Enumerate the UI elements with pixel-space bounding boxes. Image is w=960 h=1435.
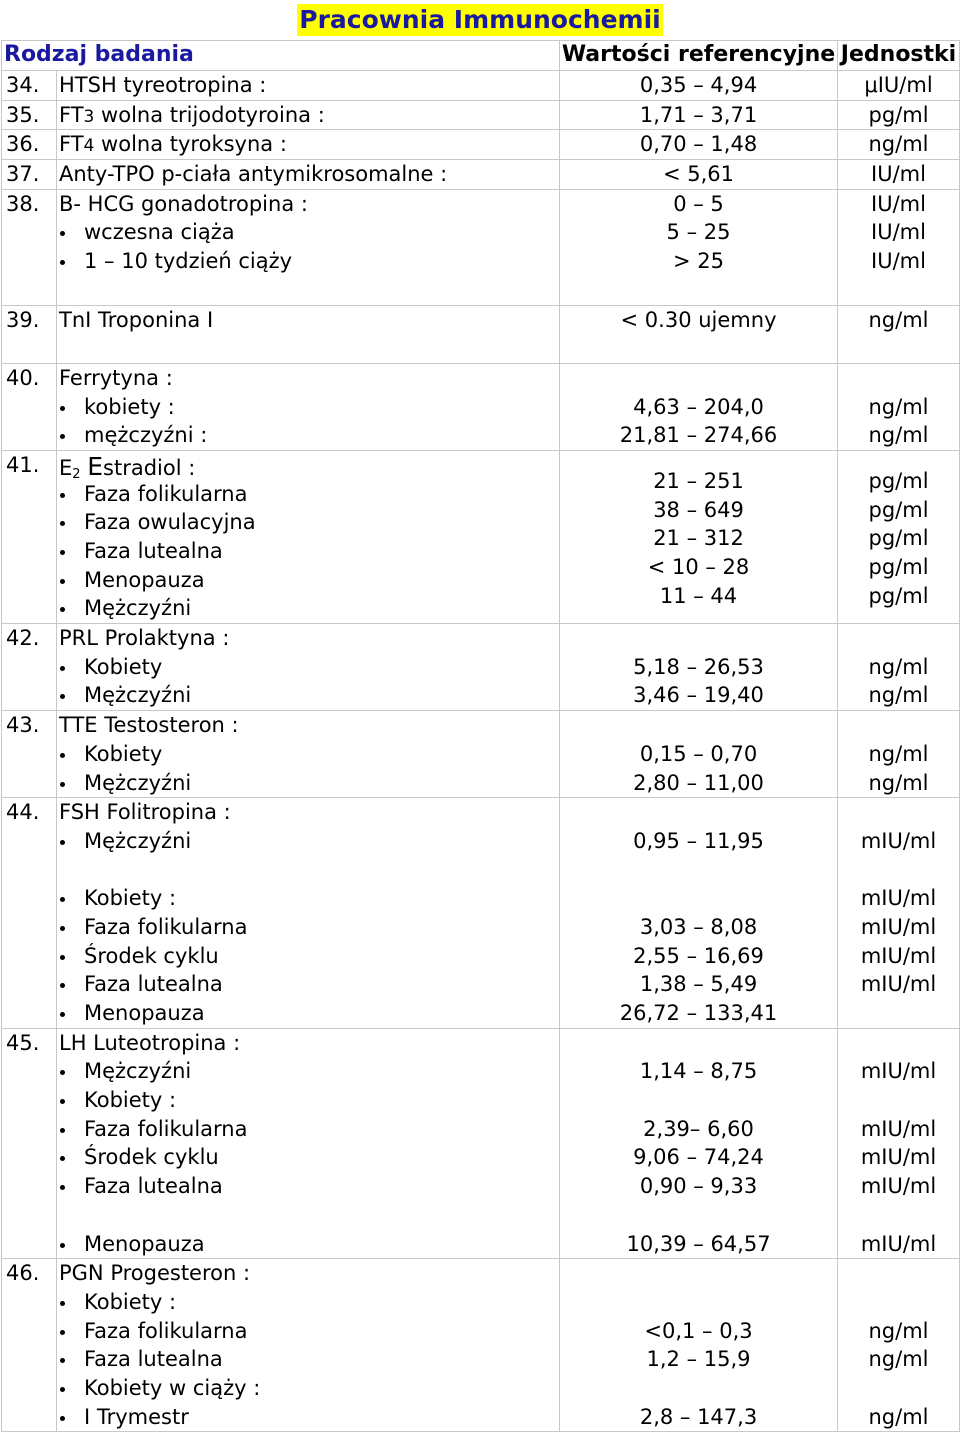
row-number: 46. bbox=[6, 1261, 40, 1286]
list-item: Środek cyklu bbox=[57, 942, 559, 971]
test-name: PGN Progesteron : bbox=[59, 1261, 251, 1286]
unit: ng/ml bbox=[868, 394, 929, 419]
list-item: Mężczyźni bbox=[57, 681, 559, 710]
reference-value: 38 – 649 bbox=[653, 497, 744, 522]
list-item: Kobiety w ciąży : bbox=[57, 1374, 559, 1403]
row-number: 44. bbox=[6, 800, 40, 825]
test-name: FSH Folitropina : bbox=[59, 800, 231, 825]
reference-value: 26,72 – 133,41 bbox=[619, 1001, 778, 1025]
unit: mIU/ml bbox=[860, 886, 937, 911]
list-item: Środek cyklu bbox=[57, 1143, 559, 1172]
table-row bbox=[2, 71, 960, 101]
unit: pg/ml bbox=[868, 468, 929, 493]
reference-value: 3,46 – 19,40 bbox=[633, 683, 764, 708]
table-row bbox=[2, 160, 960, 190]
reference-value: 3,03 – 8,08 bbox=[639, 914, 758, 939]
unit: IU/ml bbox=[871, 220, 926, 245]
list-item: Faza folikularna bbox=[57, 480, 559, 509]
reference-value: 0 – 5 bbox=[673, 191, 724, 216]
reference-value: 0,35 – 4,94 bbox=[639, 73, 758, 97]
list-item: Mężczyźni bbox=[57, 769, 559, 798]
unit: mIU/ml bbox=[860, 914, 937, 939]
reference-value: 5,18 – 26,53 bbox=[633, 654, 764, 679]
unit: mIU/ml bbox=[860, 1231, 937, 1256]
list-item: Mężczyźni bbox=[57, 1057, 559, 1086]
table-row bbox=[2, 305, 960, 363]
unit: mIU/ml bbox=[860, 1174, 937, 1199]
reference-value: > 25 bbox=[673, 249, 725, 274]
unit: pg/ml bbox=[868, 583, 929, 608]
reference-value: 0,90 – 9,33 bbox=[639, 1174, 758, 1199]
unit: mIU/ml bbox=[860, 1116, 937, 1141]
row-number: 36. bbox=[6, 132, 40, 157]
page-title: Pracownia Immunochemii bbox=[299, 5, 661, 34]
table-row bbox=[2, 1259, 960, 1432]
reference-value: 0,70 – 1,48 bbox=[639, 132, 758, 157]
list-item: Kobiety : bbox=[57, 1086, 559, 1115]
unit: ng/ml bbox=[868, 654, 929, 679]
list-item: I Trymestr bbox=[57, 1403, 559, 1432]
test-name: PRL Prolaktyna : bbox=[59, 626, 230, 651]
list-item: 1 – 10 tydzień ciąży bbox=[57, 247, 559, 276]
reference-value: 10,39 – 64,57 bbox=[626, 1231, 771, 1256]
list-item: Faza lutealna bbox=[57, 1172, 559, 1201]
unit: ng/ml bbox=[868, 770, 929, 795]
test-name: TTE Testosteron : bbox=[59, 713, 239, 738]
row-number: 38. bbox=[6, 191, 40, 216]
list-item: Menopauza bbox=[57, 999, 559, 1028]
table-row bbox=[2, 711, 960, 798]
row-number: 39. bbox=[6, 307, 40, 332]
unit: IU/ml bbox=[871, 191, 926, 216]
list-item: Kobiety : bbox=[57, 1288, 559, 1317]
list-item: Faza folikularna bbox=[57, 913, 559, 942]
reference-value: 11 – 44 bbox=[659, 583, 738, 608]
row-number: 42. bbox=[6, 626, 40, 651]
reference-value: 1,2 – 15,9 bbox=[646, 1347, 751, 1372]
table-row bbox=[2, 189, 960, 305]
unit: μIU/ml bbox=[864, 73, 933, 97]
unit: ng/ml bbox=[868, 423, 929, 448]
reference-value: 2,80 – 11,00 bbox=[633, 770, 764, 795]
list-item: kobiety : bbox=[57, 393, 559, 422]
list-item: mężczyźni : bbox=[57, 421, 559, 450]
reference-value: 2,39– 6,60 bbox=[643, 1116, 754, 1141]
unit: mIU/ml bbox=[860, 1059, 937, 1084]
reference-value: 21 – 251 bbox=[653, 468, 744, 493]
reference-value: 0,15 – 0,70 bbox=[639, 741, 758, 766]
table-row bbox=[2, 363, 960, 450]
list-item: Kobiety : bbox=[57, 884, 559, 913]
unit: ng/ml bbox=[868, 1347, 929, 1372]
table-row bbox=[2, 450, 960, 623]
table-row bbox=[2, 1028, 960, 1259]
list-item: Faza folikularna bbox=[57, 1115, 559, 1144]
reference-value: <0,1 – 0,3 bbox=[644, 1318, 753, 1343]
row-number: 40. bbox=[6, 365, 40, 390]
test-name: FT3 wolna trijodotyroina : bbox=[59, 102, 325, 127]
list-item: Faza owulacyjna bbox=[57, 508, 559, 537]
test-name: TnI Troponina I bbox=[59, 307, 214, 332]
reference-value: 2,55 – 16,69 bbox=[633, 943, 764, 968]
unit: pg/ml bbox=[868, 526, 929, 551]
test-name: HTSH tyreotropina : bbox=[59, 73, 267, 97]
unit: IU/ml bbox=[871, 249, 926, 274]
reference-value: < 5,61 bbox=[663, 162, 735, 187]
header-units: Jednostki bbox=[838, 41, 960, 71]
list-item: Mężczyźni bbox=[57, 594, 559, 623]
header-test-type: Rodzaj badania bbox=[2, 41, 560, 71]
unit: pg/ml bbox=[868, 497, 929, 522]
reference-value: 1,38 – 5,49 bbox=[639, 972, 758, 997]
list-item: wczesna ciąża bbox=[57, 218, 559, 247]
row-number: 41. bbox=[6, 452, 40, 477]
unit: ng/ml bbox=[868, 683, 929, 708]
reference-value: 5 – 25 bbox=[666, 220, 731, 245]
test-name: FT4 wolna tyroksyna : bbox=[59, 132, 287, 157]
reference-value: 4,63 – 204,0 bbox=[633, 394, 764, 419]
unit: ng/ml bbox=[868, 132, 929, 157]
reference-value: 21,81 – 274,66 bbox=[619, 423, 778, 448]
unit: mIU/ml bbox=[860, 828, 937, 853]
reference-value: < 10 – 28 bbox=[647, 555, 750, 579]
list-item: Faza lutealna bbox=[57, 1345, 559, 1374]
table-row bbox=[2, 100, 960, 130]
test-name: LH Luteotropina : bbox=[59, 1030, 241, 1055]
unit: IU/ml bbox=[871, 162, 926, 187]
list-item: Mężczyźni bbox=[57, 827, 559, 856]
test-name: B- HCG gonadotropina : bbox=[59, 191, 308, 216]
unit: mIU/ml bbox=[860, 1145, 937, 1170]
unit: ng/ml bbox=[868, 307, 929, 332]
unit: pg/ml bbox=[868, 555, 929, 579]
title-container bbox=[0, 0, 960, 40]
reference-value: < 0.30 ujemny bbox=[620, 307, 777, 332]
row-number: 35. bbox=[6, 102, 40, 127]
reference-value: 2,8 – 147,3 bbox=[639, 1404, 758, 1429]
test-name: E2 Estradiol : bbox=[59, 451, 196, 482]
header-row bbox=[2, 41, 960, 71]
list-item: Kobiety bbox=[57, 653, 559, 682]
table-row bbox=[2, 798, 960, 1029]
unit: ng/ml bbox=[868, 741, 929, 766]
unit: mIU/ml bbox=[860, 943, 937, 968]
test-name: Ferrytyna : bbox=[59, 365, 173, 390]
row-number: 34. bbox=[6, 73, 40, 97]
list-item: Faza folikularna bbox=[57, 1317, 559, 1346]
reference-value: 0,95 – 11,95 bbox=[633, 828, 764, 853]
list-item: Menopauza bbox=[57, 1230, 559, 1259]
reference-value: 9,06 – 74,24 bbox=[633, 1145, 764, 1170]
list-item: Kobiety bbox=[57, 740, 559, 769]
reference-value: 21 – 312 bbox=[653, 526, 744, 551]
row-number: 45. bbox=[6, 1030, 40, 1055]
table-row bbox=[2, 130, 960, 160]
unit: mIU/ml bbox=[860, 972, 937, 997]
reference-table bbox=[1, 40, 960, 1432]
reference-value: 1,14 – 8,75 bbox=[639, 1059, 758, 1084]
test-name: Anty-TPO p-ciała antymikrosomalne : bbox=[59, 162, 448, 187]
list-item: Faza lutealna bbox=[57, 537, 559, 566]
unit: ng/ml bbox=[868, 1318, 929, 1343]
header-reference-values: Wartości referencyjne bbox=[560, 41, 838, 71]
row-number: 43. bbox=[6, 713, 40, 738]
reference-value: 1,71 – 3,71 bbox=[639, 102, 758, 127]
list-item: Menopauza bbox=[57, 566, 559, 595]
unit: pg/ml bbox=[868, 102, 929, 127]
unit: ng/ml bbox=[868, 1404, 929, 1429]
row-number: 37. bbox=[6, 162, 40, 187]
list-item: Faza lutealna bbox=[57, 970, 559, 999]
table-row bbox=[2, 624, 960, 711]
